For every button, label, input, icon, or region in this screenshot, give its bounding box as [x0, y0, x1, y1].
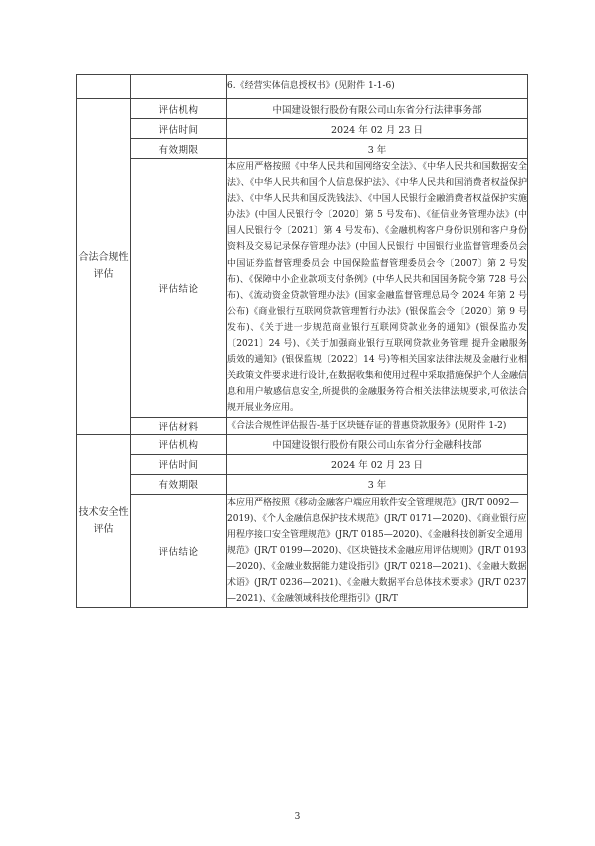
tech-validity-label: 有效期限: [131, 474, 227, 494]
page-number: 3: [294, 812, 301, 822]
legal-material-value: 《合法合规性评估报告-基于区块链存证的普惠贷款服务》(见附件 1-2): [227, 417, 528, 434]
legal-org-value: 中国建设银行股份有限公司山东省分行法律事务部: [227, 99, 528, 119]
table-row: [77, 417, 528, 434]
legal-validity-label: 有效期限: [131, 139, 227, 159]
tech-time-value: 2024 年 02 月 23 日: [227, 454, 528, 474]
table-row: [77, 159, 528, 418]
blank-cell: [131, 75, 227, 99]
legal-org-label: 评估机构: [131, 99, 227, 119]
legal-conclusion-label: 评估结论: [131, 159, 227, 418]
table-row: [77, 434, 528, 454]
legal-conclusion-text: 本应用严格按照《中华人民共和国网络安全法》、《中华人民共和国数据安全法》、《中华人民共和国个人信息保护法》、《中华人民共和国消费者权益保护法》、《中华人民共和国反洗钱法》、《中国人民银行金融消费者权益保护实施办法》(中国人民银行令〔2020〕第 5 号发布)、《征信业务管理办法》(中国人民银行令〔2021〕第 4 号发布)、《金融机构客户身份识别和客户身份资料及交易记录保存管理办法》(中国人民银行 中国银行业监督管理委员会 中国证券监督管理委员会 中国保险监督管理委员会令〔2007〕第 2 号发布)、《保障中小企业款项支付条例》(中华人民共和国国务院令第 728 号公布)、《流动资金贷款管理办法》(国家金融监督管理总局令 2024 年第 2 号公布)《商业银行互联网贷款管理暂行办法》(银保监会令〔2020〕第 9 号发布)、《关于进一步规范商业银行互联网贷款业务的通知》(银保监办发〔2021〕24 号)、《关于加强商业银行互联网贷款业务管理 提升金融服务质效的通知》(银保监规〔2022〕14 号)等相关国家法律法规及金融行业相关政策文件要求进行设计,在数据收集和使用过程中采取措施保护个人金融信息和用户敏感信息安全,所提供的金融服务符合相关法律法规要求,可依法合规开展业务应用。: [227, 159, 528, 418]
table-row: [77, 119, 528, 139]
tech-conclusion-text: 本应用严格按照《移动金融客户端应用软件安全管理规范》(JR/T 0092—2019)、《个人金融信息保护技术规范》(JR/T 0171—2020)、《商业银行应用程序接口安全管理规范》(JR/T 0185—2020)、《金融科技创新安全通用规范》(JR/T 0199—2020)、《区块链技术金融应用评估规则》(JR/T 0193—2020)、《金融业数据能力建设指引》(JR/T 0218—2021)、《金融大数据术语》(JR/T 0236—2021)、《金融大数据平台总体技术要求》(JR/T 0237—2021)、《金融领域科技伦理指引》(JR/T: [227, 494, 528, 608]
tech-validity-value: 3 年: [227, 474, 528, 494]
tech-section-label: 技术安全性评估: [77, 434, 131, 608]
material-item-6: 6.《经营实体信息授权书》(见附件 1-1-6): [227, 75, 528, 99]
tech-org-label: 评估机构: [131, 434, 227, 454]
table-row: [77, 494, 528, 608]
table-row: [77, 99, 528, 119]
table-row: [77, 75, 528, 99]
blank-cell: [77, 75, 131, 99]
table-row: [77, 474, 528, 494]
legal-section-label: 合法合规性评估: [77, 99, 131, 435]
legal-material-label: 评估材料: [131, 417, 227, 434]
table-row: [77, 139, 528, 159]
tech-org-value: 中国建设银行股份有限公司山东省分行金融科技部: [227, 434, 528, 454]
legal-validity-value: 3 年: [227, 139, 528, 159]
tech-conclusion-label: 评估结论: [131, 494, 227, 608]
table-row: [77, 454, 528, 474]
legal-time-value: 2024 年 02 月 23 日: [227, 119, 528, 139]
legal-time-label: 评估时间: [131, 119, 227, 139]
assessment-table: [76, 74, 528, 608]
tech-time-label: 评估时间: [131, 454, 227, 474]
